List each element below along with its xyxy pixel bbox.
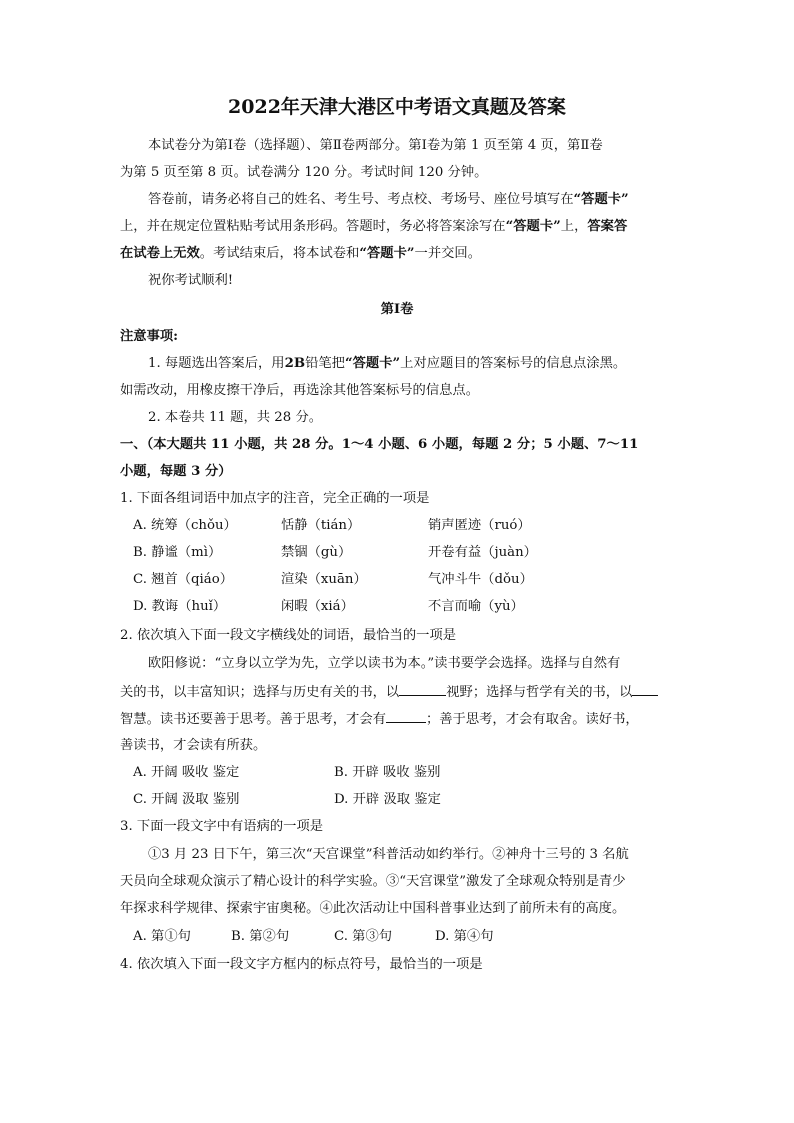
note-text: 1. 每题选出答案后，用 — [148, 356, 285, 371]
option-c: C. 第③句 — [334, 929, 393, 944]
option-word: B. 静谧（mì） — [133, 545, 222, 560]
option-c: C. 开阔 汲取 鉴别 — [133, 792, 240, 807]
question-2-passage-line-4: 善读书，才会读有所获。 — [120, 738, 267, 753]
section-heading: 第Ⅰ卷 — [380, 302, 414, 317]
question-2-passage-line-2 — [120, 682, 658, 702]
intro-paragraph-2-line-2 — [120, 218, 627, 236]
intro-paragraph-1-line-1: 本试卷分为第Ⅰ卷（选择题）、第Ⅱ卷两部分。第Ⅰ卷为第 1 页至第 4 页，第Ⅱ卷 — [148, 138, 603, 153]
note-2: 2. 本卷共 11 题，共 28 分。 — [148, 410, 323, 425]
passage-text: 关的书，以丰富知识；选择与历史有关的书，以 — [120, 685, 400, 700]
answer-card-term: “答题卡” — [573, 192, 629, 207]
option-word: 禁锢（gù） — [281, 545, 352, 560]
intro-paragraph-1-line-2: 为第 5 页至第 8 页。试卷满分 120 分。考试时间 120 分钟。 — [120, 165, 488, 180]
intro-text: 上， — [560, 219, 588, 234]
passage-text: 智慧。读书还要善于思考。善于思考，才会有 — [120, 712, 386, 727]
note-text: 上对应题目的答案标号的信息点涂黑。 — [400, 356, 627, 371]
answer-blank-2 — [632, 682, 658, 696]
invalid-warning: 在试卷上无效 — [120, 246, 200, 261]
option-word: 不言而喻（yù） — [428, 599, 524, 614]
answer-blank-3 — [386, 709, 426, 723]
option-word: D. 教诲（huǐ） — [133, 599, 227, 614]
part-1-heading-line-1: 一、（本大题共 11 小题，共 28 分。1～4 小题、6 小题，每题 2 分；5 小题、7～11 — [120, 437, 639, 452]
question-1-stem: 1. 下面各组词语中加点字的注音，完全正确的一项是 — [120, 491, 430, 506]
intro-text: 。考试结束后，将本试卷和 — [199, 246, 360, 261]
option-d: D. 开辟 汲取 鉴定 — [334, 792, 441, 807]
question-3-stem: 3. 下面一段文字中有语病的一项是 — [120, 819, 324, 834]
answer-blank-1 — [399, 682, 446, 696]
intro-text: 上，并在规定位置粘贴考试用条形码。答题时，务必将答案涂写在 — [120, 219, 506, 234]
question-3-passage-line-1: ①3 月 23 日下午，第三次“天宫课堂”科普活动如约举行。②神舟十三号的 3 名航 — [148, 847, 629, 862]
part-1-heading-line-2: 小题，每题 3 分） — [120, 464, 232, 479]
option-a: A. 开阔 吸收 鉴定 — [133, 765, 240, 780]
answer-card-term: “答题卡” — [359, 246, 415, 261]
answer-card-term: “答题卡” — [505, 219, 561, 234]
note-1-line-1 — [148, 355, 626, 373]
question-3-passage-line-2: 天员向全球观众演示了精心设计的科学实验。③“天宫课堂”激发了全球观众特别是青少 — [120, 874, 626, 889]
option-word: 闲暇（xiá） — [281, 599, 354, 614]
intro-text: 答卷前，请务必将自己的姓名、考生号、考点校、考场号、座位号填写在 — [148, 192, 574, 207]
option-word: C. 翘首（qiáo） — [133, 572, 234, 587]
option-word: 渲染（xuān） — [281, 572, 367, 587]
passage-text: 视野；选择与哲学有关的书，以 — [446, 685, 633, 700]
answer-card-term: “答题卡” — [344, 356, 401, 371]
pencil-type: 2B — [284, 356, 306, 371]
intro-text: 一并交回。 — [414, 246, 482, 261]
note-text: 铅笔把 — [305, 356, 345, 371]
option-word: 气冲斗牛（dǒu） — [428, 572, 533, 587]
question-2-passage-line-3 — [120, 709, 639, 729]
question-2-stem: 2. 依次填入下面一段文字横线处的词语，最恰当的一项是 — [120, 628, 457, 643]
good-luck-text: 祝你考试顺利! — [148, 273, 234, 288]
note-1-line-2: 如需改动，用橡皮擦干净后，再选涂其他答案标号的信息点。 — [120, 383, 480, 398]
intro-paragraph-2-line-3 — [120, 245, 481, 263]
question-4-stem: 4. 依次填入下面一段文字方框内的标点符号，最恰当的一项是 — [120, 957, 483, 972]
option-word: 开卷有益（juàn） — [428, 545, 537, 560]
question-2-passage-line-1: 欧阳修说：“立身以立学为先，立学以读书为本。”读书要学会选择。选择与自然有 — [148, 656, 621, 671]
option-d: D. 第④句 — [435, 929, 494, 944]
question-3-passage-line-3: 年探求科学规律、探索宇宙奥秘。④此次活动让中国科普事业达到了前所未有的高度。 — [120, 901, 626, 916]
notes-label: 注意事项: — [120, 329, 179, 344]
page-title: 2022年天津大港区中考语文真题及答案 — [228, 96, 566, 118]
option-b: B. 开辟 吸收 鉴别 — [334, 765, 441, 780]
passage-text: ；善于思考，才会有取舍。读好书， — [425, 712, 639, 727]
option-a: A. 第①句 — [133, 929, 191, 944]
invalid-warning: 答案答 — [587, 219, 628, 234]
option-word: 销声匿迹（ruó） — [428, 518, 531, 533]
option-word: 恬静（tián） — [281, 518, 361, 533]
option-b: B. 第②句 — [231, 929, 290, 944]
intro-paragraph-2-line-1 — [148, 191, 629, 209]
option-word: A. 统筹（chǒu） — [133, 518, 237, 533]
